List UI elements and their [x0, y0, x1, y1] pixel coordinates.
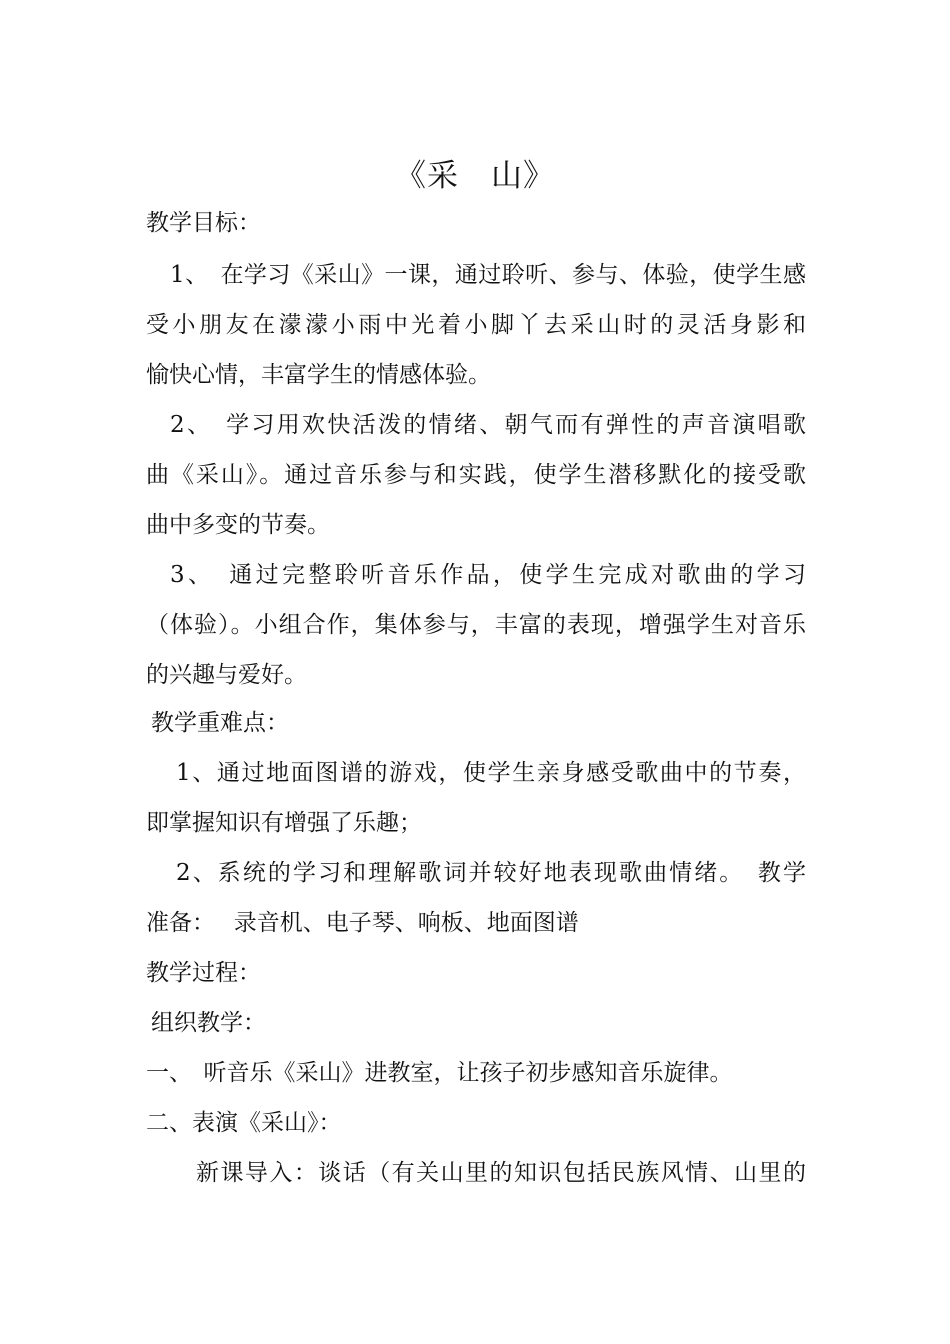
process-step-1: 一、 听音乐《采山》进教室，让孩子初步感知音乐旋律。 [146, 1060, 733, 1086]
heading-teaching-goals: 教学目标： [146, 210, 261, 236]
new-lesson-intro: 新课导入：谈话（有关山里的知识包括民族风情、山里的 [196, 1160, 806, 1186]
goal-2-line-2: 曲《采山》。通过音乐参与和实践，使学生潜移默化的接受歌 [146, 462, 806, 488]
goal-1-line-2: 受小朋友在濛濛小雨中光着小脚丫去采山时的灵活身影和 [146, 312, 806, 338]
heading-teaching-process: 教学过程： [146, 960, 261, 986]
heading-key-difficulties: 教学重难点： [151, 710, 289, 736]
difficulty-1-line-2: 即掌握知识有增强了乐趣； [146, 810, 422, 836]
goal-1-line-1: 1、 在学习《采山》一课，通过聆听、参与、体验，使学生感 [170, 262, 806, 288]
goal-1-line-3: 愉快心情，丰富学生的情感体验。 [146, 362, 491, 388]
goal-3-line-3: 的兴趣与爱好。 [146, 662, 307, 688]
teaching-preparation: 准备： 录音机、电子琴、响板、地面图谱 [146, 910, 579, 936]
document-title: 《采 山》 [395, 158, 555, 194]
difficulty-2-line: 2、系统的学习和理解歌词并较好地表现歌曲情绪。 教学 [176, 860, 806, 886]
goal-2-line-3: 曲中多变的节奏。 [146, 512, 330, 538]
organize-teaching: 组织教学： [151, 1010, 266, 1036]
goal-2-line-1: 2、 学习用欢快活泼的情绪、朝气而有弹性的声音演唱歌 [170, 412, 806, 438]
goal-3-line-2: （体验）。小组合作，集体参与，丰富的表现，增强学生对音乐 [146, 612, 806, 638]
process-step-2: 二、表演《采山》： [146, 1110, 342, 1136]
difficulty-1-line-1: 1、通过地面图谱的游戏，使学生亲身感受歌曲中的节奏， [176, 760, 806, 786]
goal-3-line-1: 3、 通过完整聆听音乐作品，使学生完成对歌曲的学习 [170, 562, 806, 588]
